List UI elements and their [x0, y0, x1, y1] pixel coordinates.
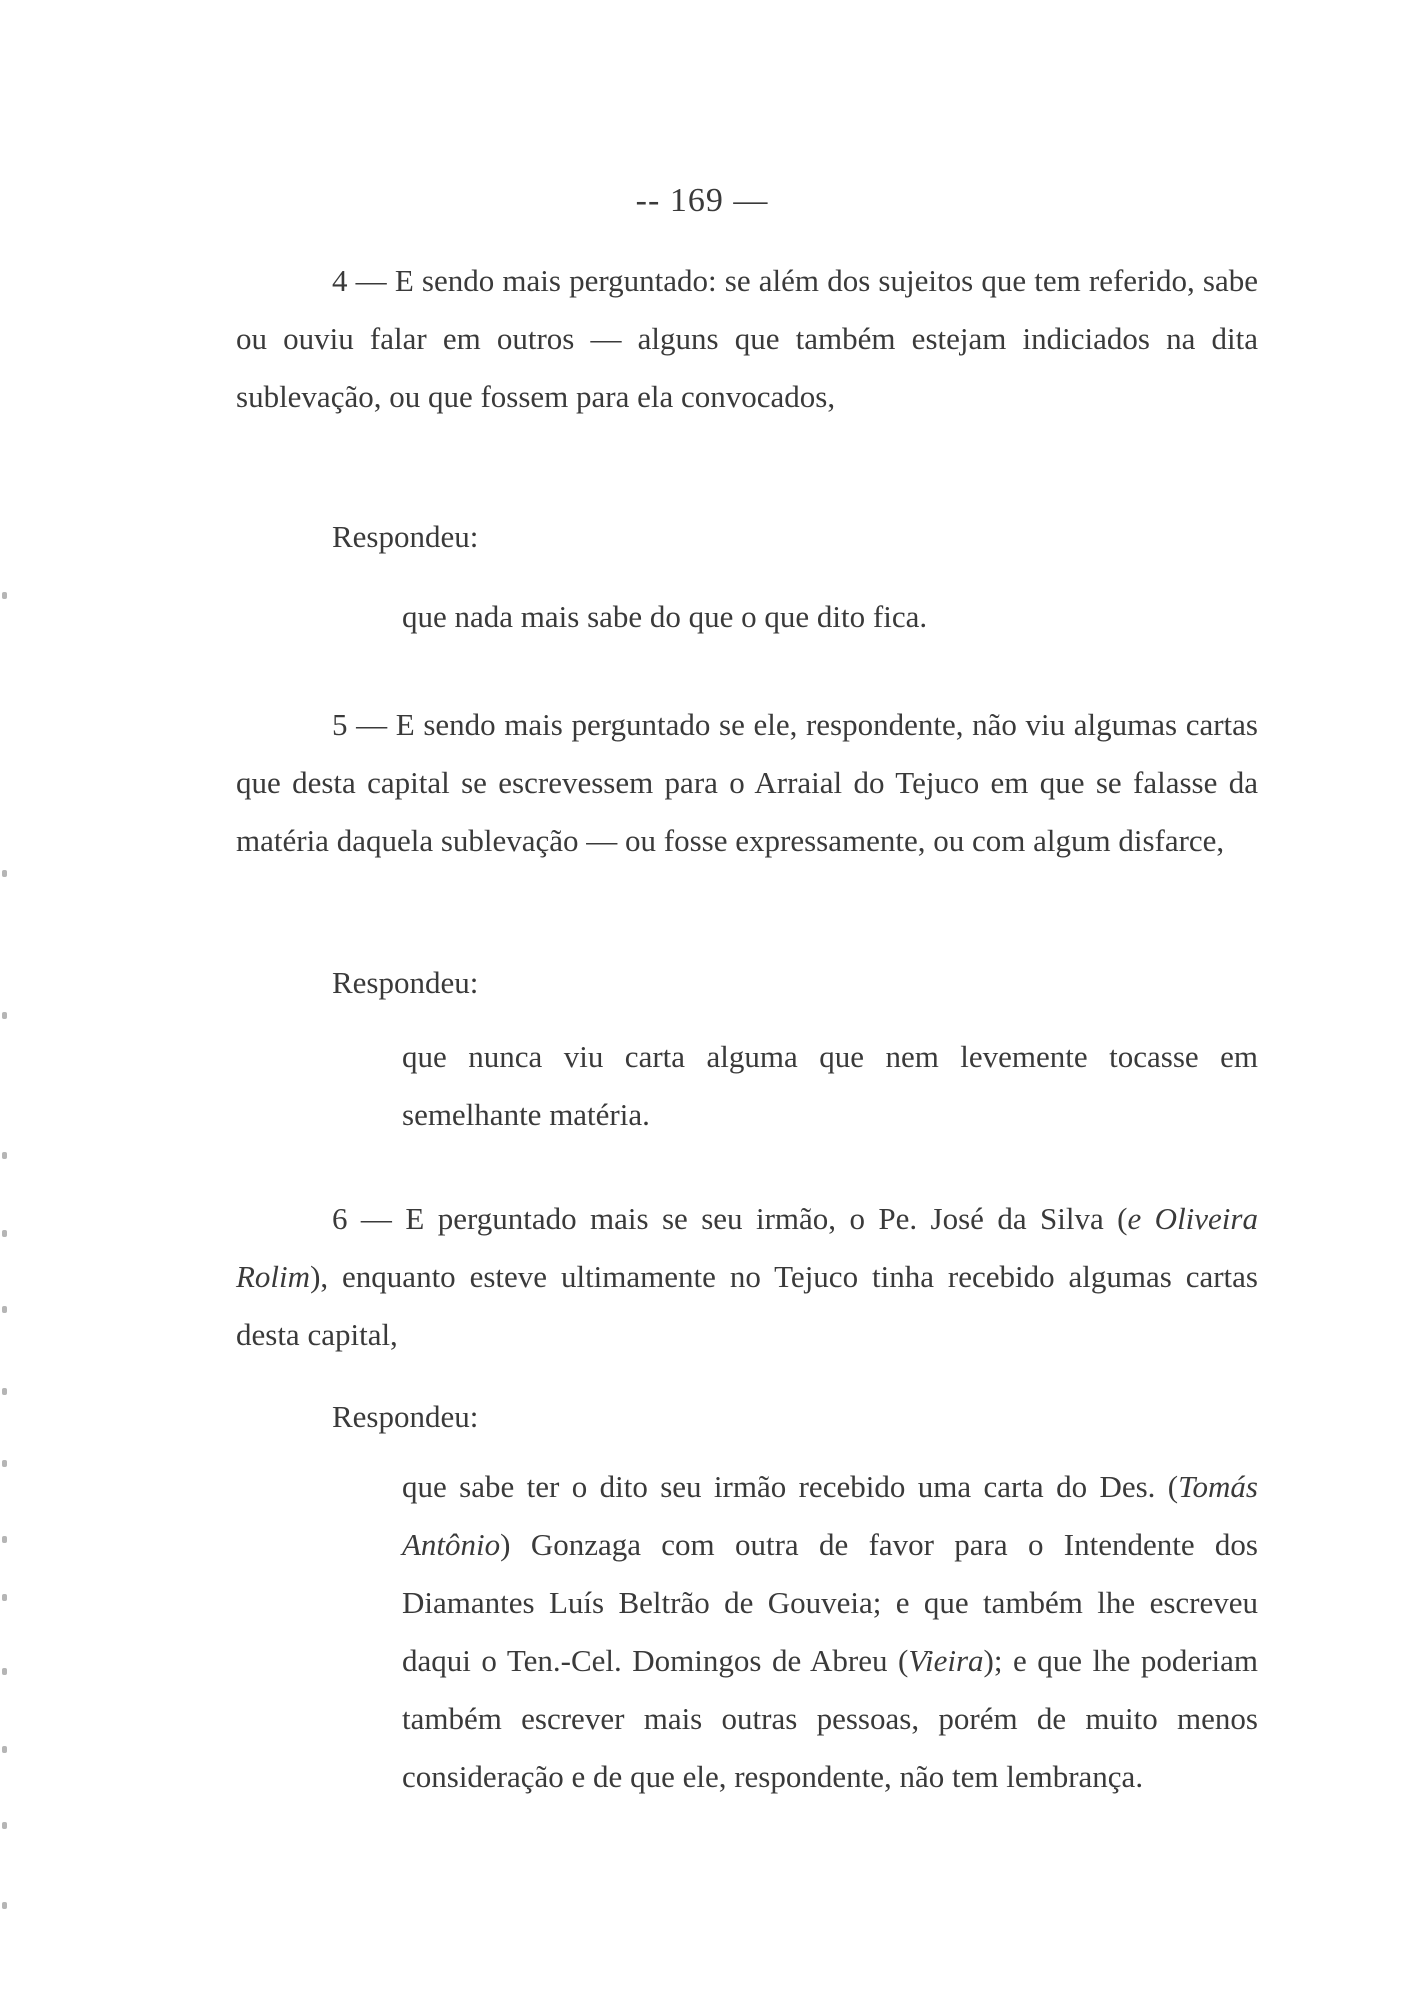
answer-5: que nunca viu carta alguma que nem levemente tocasse em semelhante matéria. — [402, 1039, 1258, 1132]
question-6-italic-name: e Oliveira Rolim — [236, 1201, 1258, 1294]
question-6-text — [236, 1190, 1258, 1364]
respondeu-4-block — [236, 508, 1258, 566]
respondeu-6: Respondeu: — [332, 1399, 479, 1434]
answer-6 — [236, 1458, 1258, 1806]
scan-edge-marks — [0, 0, 18, 2000]
question-4-text: 4 — E sendo mais perguntado: se além dos sujeitos que tem referido, sabe ou ouviu falar em outros — alguns que também estejam indiciados na dita sublevação, ou que fossem para ela convocados, — [236, 263, 1258, 414]
answer-6-italic-vieira: Vieira — [908, 1643, 984, 1678]
answer-6-part2: ) Gonzaga com outra de favor para o Intendente dos Diamantes Luís Beltrão de Gouveia; e que também lhe escreveu daqui o Ten.-Cel. Domingos de Abreu ( — [402, 1527, 1258, 1678]
answer-6-part3: ); e que lhe poderiam também escrever mais outras pessoas, porém de muito menos consideração e de que ele, respondente, não tem lembrança. — [402, 1643, 1258, 1794]
answer-6-part1: que sabe ter o dito seu irmão recebido uma carta do Des. ( — [402, 1469, 1179, 1504]
answer-4-block — [236, 588, 1258, 646]
page-number: -- 169 — — [635, 182, 769, 219]
respondeu-6-block — [236, 1388, 1258, 1446]
respondeu-5-block — [236, 954, 1258, 1012]
question-5 — [236, 696, 1258, 870]
question-6 — [236, 1190, 1258, 1364]
respondeu-5: Respondeu: — [332, 965, 479, 1000]
question-6-text-part1: 6 — E perguntado mais se seu irmão, o Pe. José da Silva ( — [332, 1201, 1128, 1236]
question-6-text-part2: ), enquanto esteve ultimamente no Tejuco tinha recebido algumas cartas desta capital, — [236, 1259, 1258, 1352]
question-4 — [236, 252, 1258, 426]
answer-6-italic-tomas: Tomás Antônio — [402, 1469, 1258, 1562]
respondeu-4: Respondeu: — [332, 519, 479, 554]
question-5-text: 5 — E sendo mais perguntado se ele, respondente, não viu algumas cartas que desta capital se escrevessem para o Arraial do Tejuco em que se falasse da matéria daquela sublevação — ou fosse expressamente, ou com algum disfarce, — [236, 707, 1258, 858]
answer-6-block — [236, 1458, 1258, 1806]
answer-5-block — [236, 1028, 1258, 1144]
answer-4: que nada mais sabe do que o que dito fica. — [402, 599, 928, 634]
